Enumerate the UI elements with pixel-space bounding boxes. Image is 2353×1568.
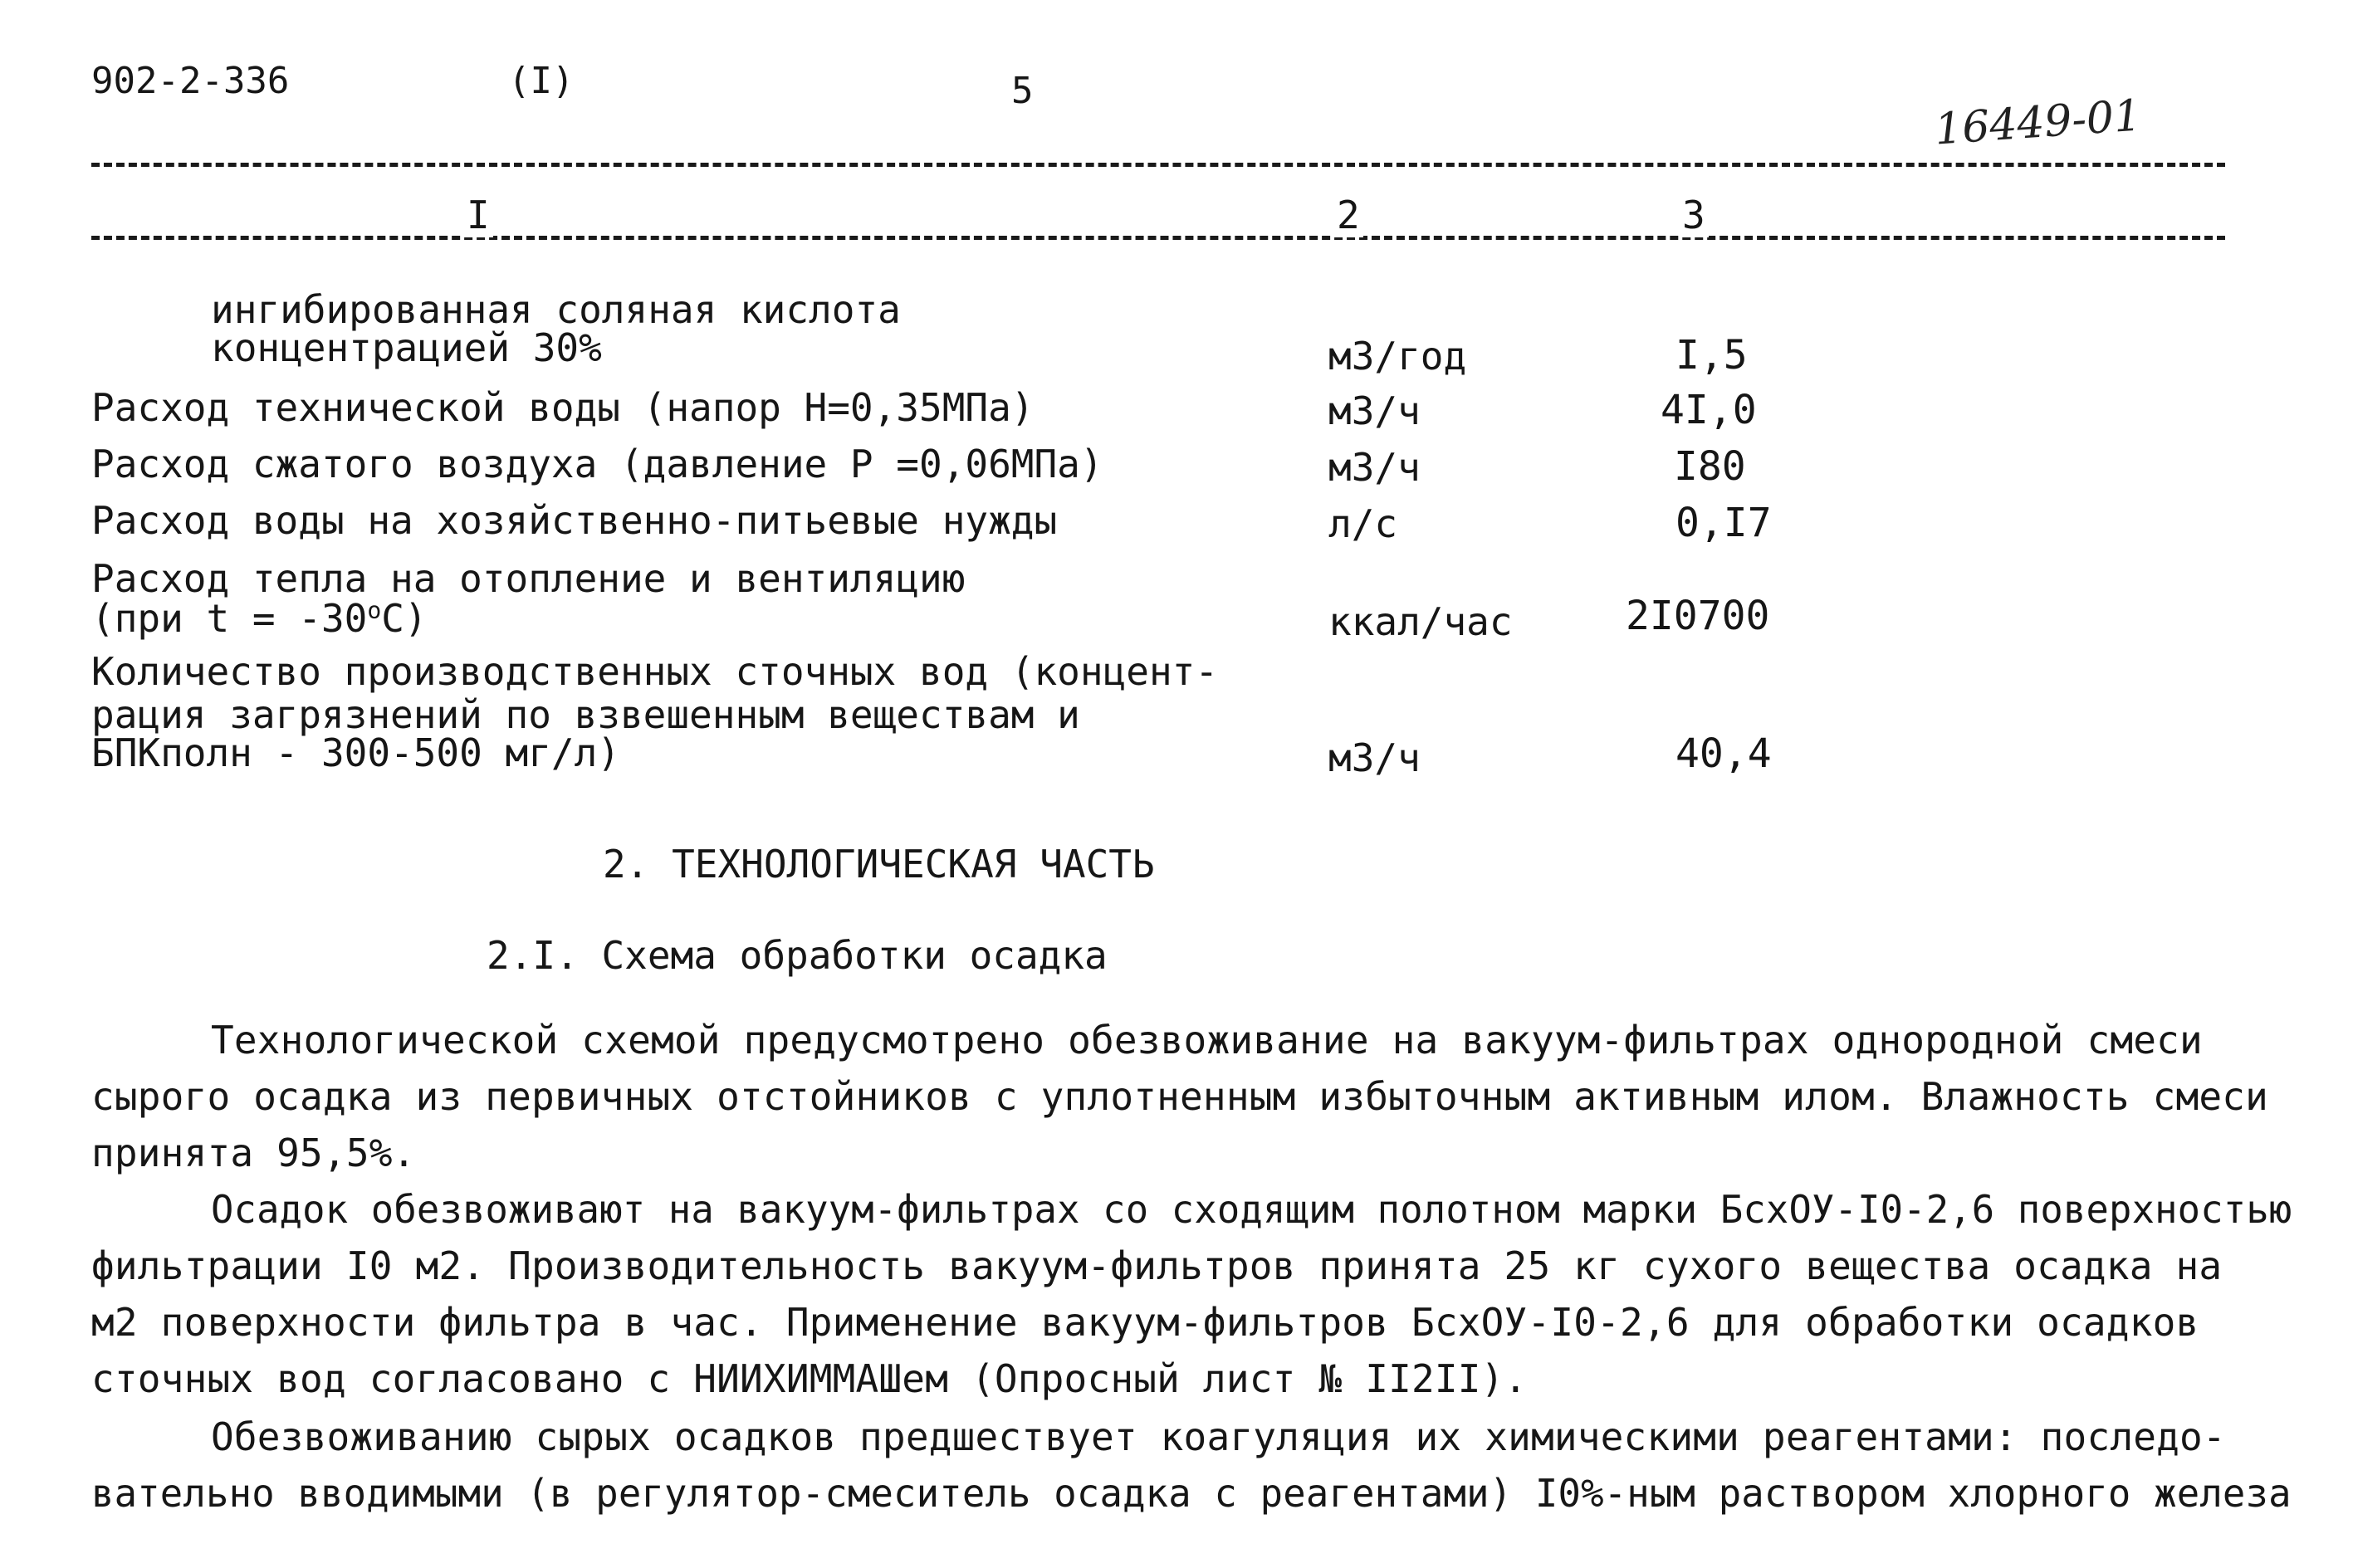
handwritten-inventory-number: 16449-01 [1933, 90, 2143, 155]
table-header-rule [91, 236, 2225, 240]
column-header-2: 2 [1333, 193, 1363, 237]
row-unit: м3/ч [1328, 735, 1421, 780]
row-value: I80 [1674, 443, 1746, 490]
document-part: (I) [508, 60, 575, 102]
row-description: ингибированная соляная кислота [211, 287, 901, 332]
row-unit: л/с [1328, 501, 1398, 546]
row-value: 4I,0 [1661, 387, 1757, 433]
row-value: 40,4 [1675, 730, 1772, 777]
column-header-3: 3 [1679, 193, 1709, 237]
row-description: Расход сжатого воздуха (давление Р =0,06МПа) [91, 442, 1103, 486]
row-value: 2I0700 [1626, 593, 1770, 639]
paragraph-line: вательно вводимыми (в регулятор-смеситель осадка с реагентами) I0%-ным раствором хлорного железа [91, 1471, 2292, 1516]
row-description: концентрацией 30% [211, 325, 602, 370]
row-value: 0,I7 [1675, 500, 1772, 546]
page-number: 5 [1011, 70, 1034, 112]
row-unit: м3/ч [1328, 388, 1421, 433]
row-unit: м3/год [1328, 334, 1467, 379]
row-description: рация загрязнений по взвешенным веществам и [91, 692, 1080, 737]
row-unit: ккал/час [1328, 599, 1513, 644]
paragraph-line: Обезвоживанию сырых осадков предшествует коагуляция их химическими реагентами: последо- [211, 1414, 2226, 1459]
paragraph-line: м2 поверхности фильтра в час. Применение вакуум-фильтров БсхОУ-I0-2,6 для обработки осадков [91, 1300, 2199, 1345]
paragraph-line: Осадок обезвоживают на вакуум-фильтрах со сходящим полотном марки БсхОУ-I0-2,6 поверхностью [211, 1187, 2292, 1232]
row-unit: м3/ч [1328, 445, 1421, 490]
paragraph-line: сточных вод согласовано с НИИХИММАШем (Опросный лист № II2II). [91, 1356, 1528, 1401]
paragraph-line: фильтрации I0 м2. Производительность вакуум-фильтров принята 25 кг сухого вещества осадка на [91, 1243, 2223, 1288]
row-value: I,5 [1675, 332, 1748, 379]
section-heading: 2. ТЕХНОЛОГИЧЕСКАЯ ЧАСТЬ [603, 842, 1155, 887]
paragraph-line: принята 95,5%. [91, 1131, 416, 1175]
row-description: Расход воды на хозяйственно-питьевые нужды [91, 498, 1058, 543]
table-top-rule [91, 163, 2225, 167]
paragraph-line: Технологической схемой предусмотрено обезвоживание на вакуум-фильтрах однородной смеси [211, 1018, 2203, 1062]
column-header-1: I [463, 193, 493, 237]
degree-sign: o [367, 596, 382, 624]
row-description: Расход технической воды (напор Н=0,35МПа) [91, 385, 1035, 430]
row-description: БПКполн - 300-500 мг/л) [91, 730, 620, 775]
paragraph-line: сырого осадка из первичных отстойников с уплотненным избыточным активным илом. Влажность смеси [91, 1074, 2269, 1119]
subsection-heading: 2.I. Схема обработки осадка [487, 933, 1108, 978]
document-code: 902-2-336 [91, 60, 290, 102]
row-description: Расход тепла на отопление и вентиляцию [91, 556, 966, 601]
row-description: (при $t = -30^oС$) [91, 596, 428, 641]
row-description: Количество производственных сточных вод (концент- [91, 649, 1219, 694]
